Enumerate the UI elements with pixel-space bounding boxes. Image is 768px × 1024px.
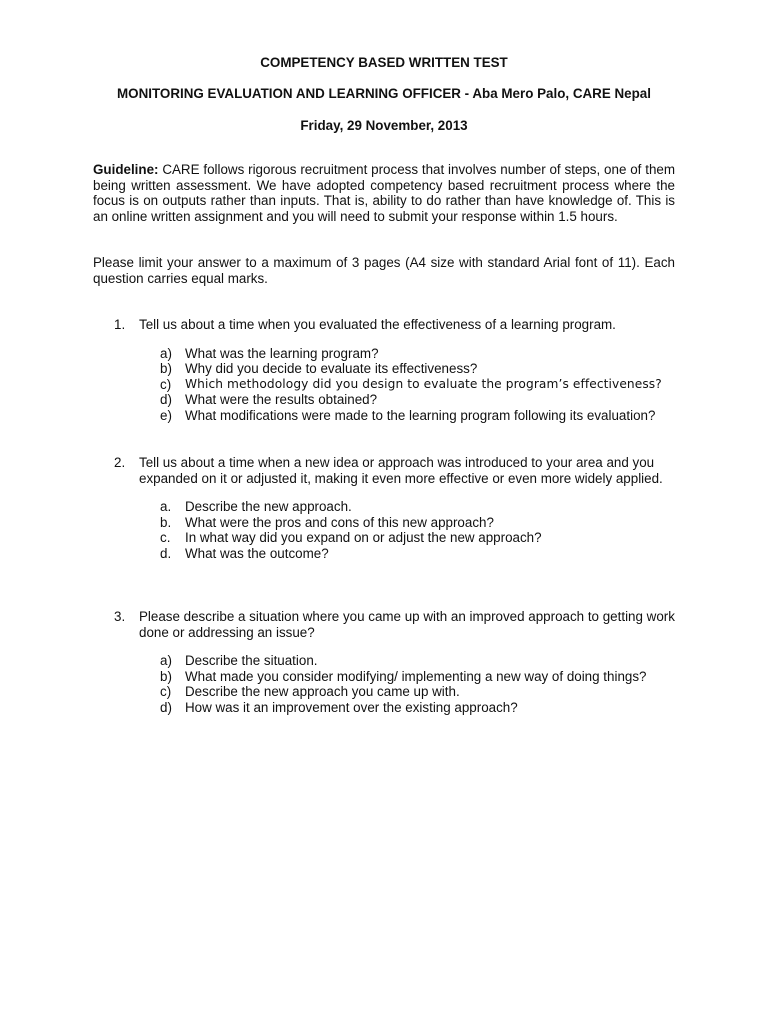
sub-question (160, 346, 683, 362)
sub-question-text: Describe the situation. (185, 653, 318, 669)
sub-question-list (93, 346, 683, 424)
sub-question-text: How was it an improvement over the existing approach? (185, 699, 518, 715)
question-number: 2. (114, 455, 126, 470)
page-limit-paragraph: Please limit your answer to a maximum of 3 pages (A4 size with standard Arial font of 11). Each question carries equal marks. (93, 255, 675, 286)
question-1 (93, 317, 683, 424)
sub-question-marker: a) (160, 345, 172, 361)
sub-question (160, 361, 683, 377)
sub-question (160, 546, 683, 562)
sub-question-text: What were the results obtained? (185, 392, 378, 408)
document-title: COMPETENCY BASED WRITTEN TEST (260, 55, 508, 70)
sub-question-marker: c) (160, 684, 172, 700)
sub-question-text: Describe the new approach you came up with. (185, 684, 460, 700)
question-heading (114, 317, 683, 333)
sub-question-text: What modifications were made to the learning program following its evaluation? (185, 407, 656, 423)
sub-question (160, 684, 683, 700)
sub-question-marker: b) (160, 361, 172, 377)
sub-question (160, 700, 683, 716)
sub-question-marker: a. (160, 499, 172, 515)
sub-question-text: In what way did you expand on or adjust the new approach? (185, 530, 542, 546)
question-text: Tell us about a time when you evaluated the effectiveness of a learning program. (139, 317, 616, 332)
sub-question (160, 669, 683, 685)
test-date: Friday, 29 November, 2013 (300, 118, 468, 133)
sub-question (160, 408, 683, 424)
sub-question (160, 530, 683, 546)
sub-question-marker: b) (160, 668, 172, 684)
sub-question-text: Why did you decide to evaluate its effectiveness? (185, 361, 478, 377)
question-number: 1. (114, 317, 126, 332)
sub-question (160, 499, 683, 515)
sub-question-marker: d. (160, 545, 172, 561)
sub-question-list (93, 499, 683, 561)
sub-question-marker: a) (160, 653, 172, 669)
sub-question (160, 653, 683, 669)
sub-question-text: What made you consider modifying/ implementing a new way of doing things? (185, 668, 647, 684)
sub-question-marker: c) (160, 376, 172, 392)
sub-question-text: What were the pros and cons of this new approach? (185, 514, 494, 530)
sub-question-marker: c. (160, 530, 171, 546)
position-title: MONITORING EVALUATION AND LEARNING OFFICER - Aba Mero Palo, CARE Nepal (117, 86, 651, 101)
sub-question-text: What was the outcome? (185, 545, 329, 561)
question-text: Tell us about a time when a new idea or approach was introduced to your area and you expanded on it or adjusted it, making it even more effective or even more widely applied. (139, 455, 663, 486)
guideline-paragraph (93, 162, 675, 224)
question-2 (93, 455, 683, 562)
sub-question-marker: e) (160, 407, 172, 423)
sub-question (160, 377, 683, 393)
sub-question-text: Describe the new approach. (185, 499, 352, 515)
sub-question-text: What was the learning program? (185, 345, 379, 361)
sub-question-text: Which methodology did you design to evaluate the program’s effectiveness? (185, 376, 662, 391)
sub-question-marker: d) (160, 699, 172, 715)
question-heading (114, 609, 683, 640)
sub-question-marker: d) (160, 392, 172, 408)
sub-question-list (93, 653, 683, 715)
sub-question-marker: b. (160, 514, 172, 530)
question-heading (114, 455, 683, 486)
sub-question (160, 392, 683, 408)
guideline-text: CARE follows rigorous recruitment process that involves number of steps, one of them being written assessment. We have adopted competency based recruitment process where the focus is on outputs rather than inputs. That is, ability to do rather than have knowledge of. This is an online written assignment and you will need to submit your response within 1.5 hours. (93, 162, 675, 224)
sub-question (160, 515, 683, 531)
question-3 (93, 609, 683, 716)
question-text: Please describe a situation where you came up with an improved approach to getting work done or addressing an issue? (139, 609, 675, 640)
question-number: 3. (114, 609, 126, 624)
guideline-label: Guideline: (93, 162, 159, 177)
